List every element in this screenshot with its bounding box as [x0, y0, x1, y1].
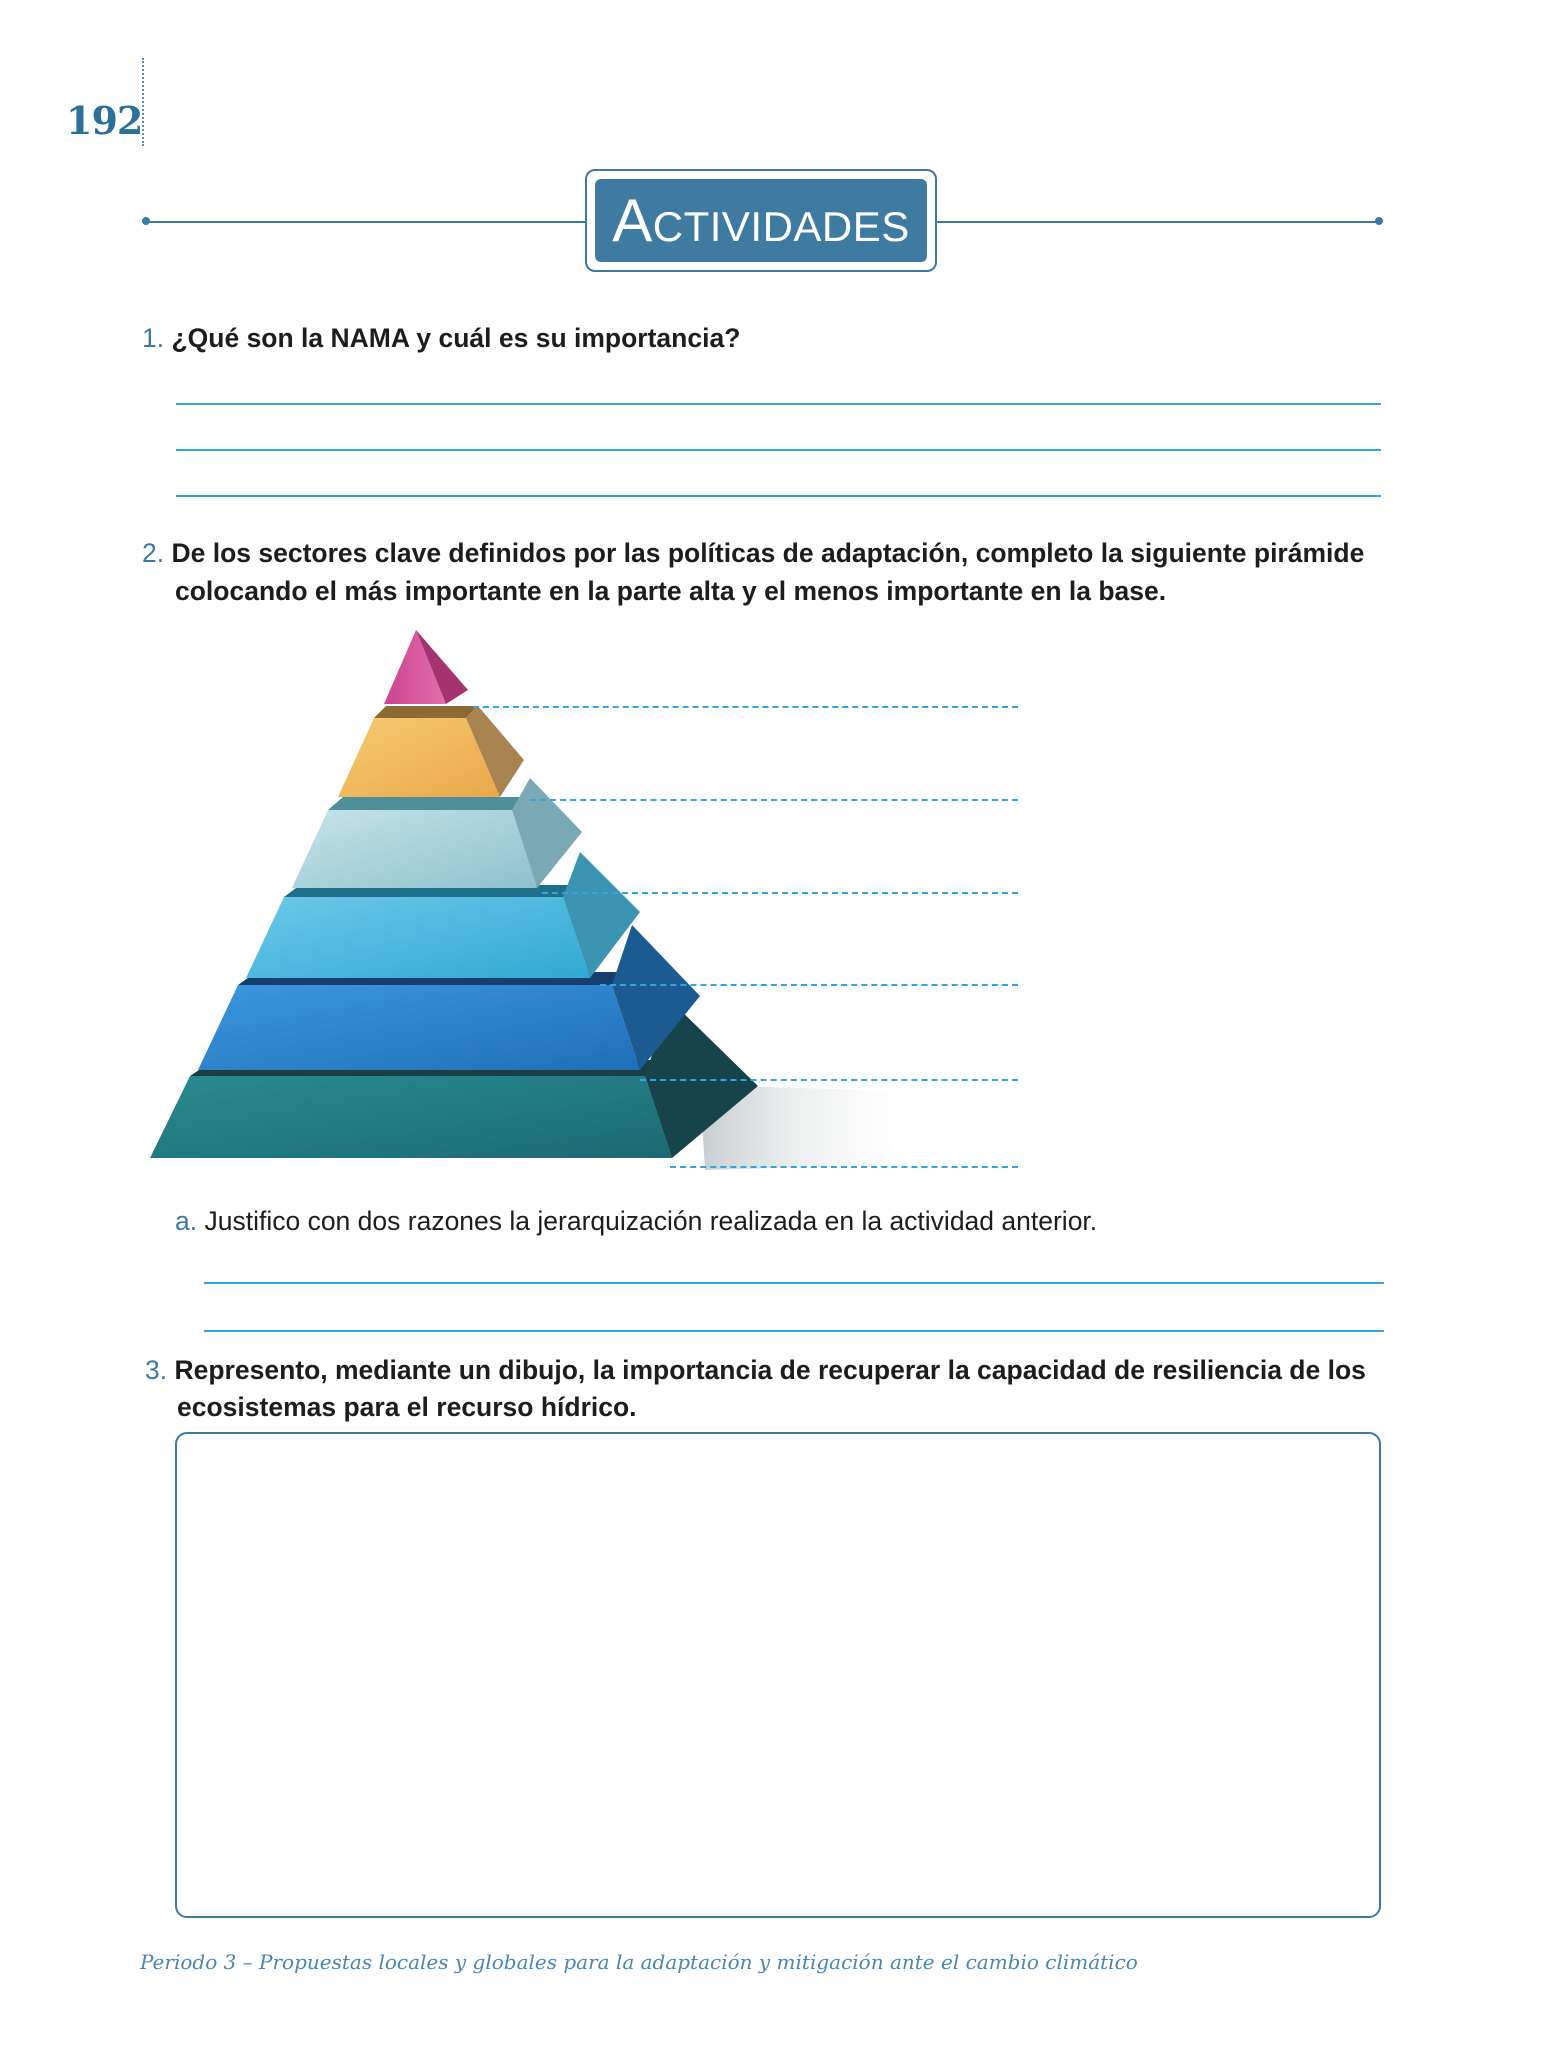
page-footer: Periodo 3 – Propuestas locales y globales para la adaptación y mitigación ante el cambio climático — [140, 1950, 1138, 1974]
pyramid-answer-line-1[interactable] — [473, 706, 1018, 708]
pyramid-answer-line-2[interactable] — [530, 799, 1018, 801]
question-3-number: 3. — [145, 1355, 168, 1385]
question-2a — [175, 1203, 1097, 1240]
question-3-continued — [177, 1389, 637, 1426]
pyramid-answer-line-4[interactable] — [600, 984, 1018, 986]
pyramid-level-2 — [338, 706, 524, 797]
question-2-number: 2. — [142, 538, 165, 568]
section-title: Actividades — [595, 179, 927, 262]
question-2-text-line1: De los sectores clave definidos por las políticas de adaptación, completo la siguiente pirámide — [171, 538, 1365, 568]
pyramid-level-1 — [384, 630, 468, 704]
page-number: 192 — [66, 98, 143, 143]
question-2-text-line2: colocando el más importante en la parte alta y el menos importante en la base. — [175, 576, 1167, 606]
answer-line[interactable] — [204, 1282, 1384, 1284]
question-3-text-line2: ecosistemas para el recurso hídrico. — [177, 1392, 637, 1422]
question-2a-number: a. — [175, 1206, 198, 1236]
drawing-area[interactable] — [175, 1432, 1381, 1918]
question-1-number: 1. — [142, 323, 165, 353]
answer-line[interactable] — [204, 1330, 1384, 1332]
question-3-text-line1: Represento, mediante un dibujo, la importancia de recuperar la capacidad de resiliencia de los — [174, 1355, 1366, 1385]
pyramid-answer-line-3[interactable] — [542, 892, 1018, 894]
question-2a-text: Justifico con dos razones la jerarquización realizada en la actividad anterior. — [204, 1206, 1098, 1236]
question-1-text: ¿Qué son la NAMA y cuál es su importancia? — [171, 323, 741, 353]
question-3 — [145, 1352, 1366, 1389]
pyramid-answer-line-5[interactable] — [640, 1079, 1018, 1081]
pyramid-answer-line-6[interactable] — [670, 1166, 1018, 1168]
